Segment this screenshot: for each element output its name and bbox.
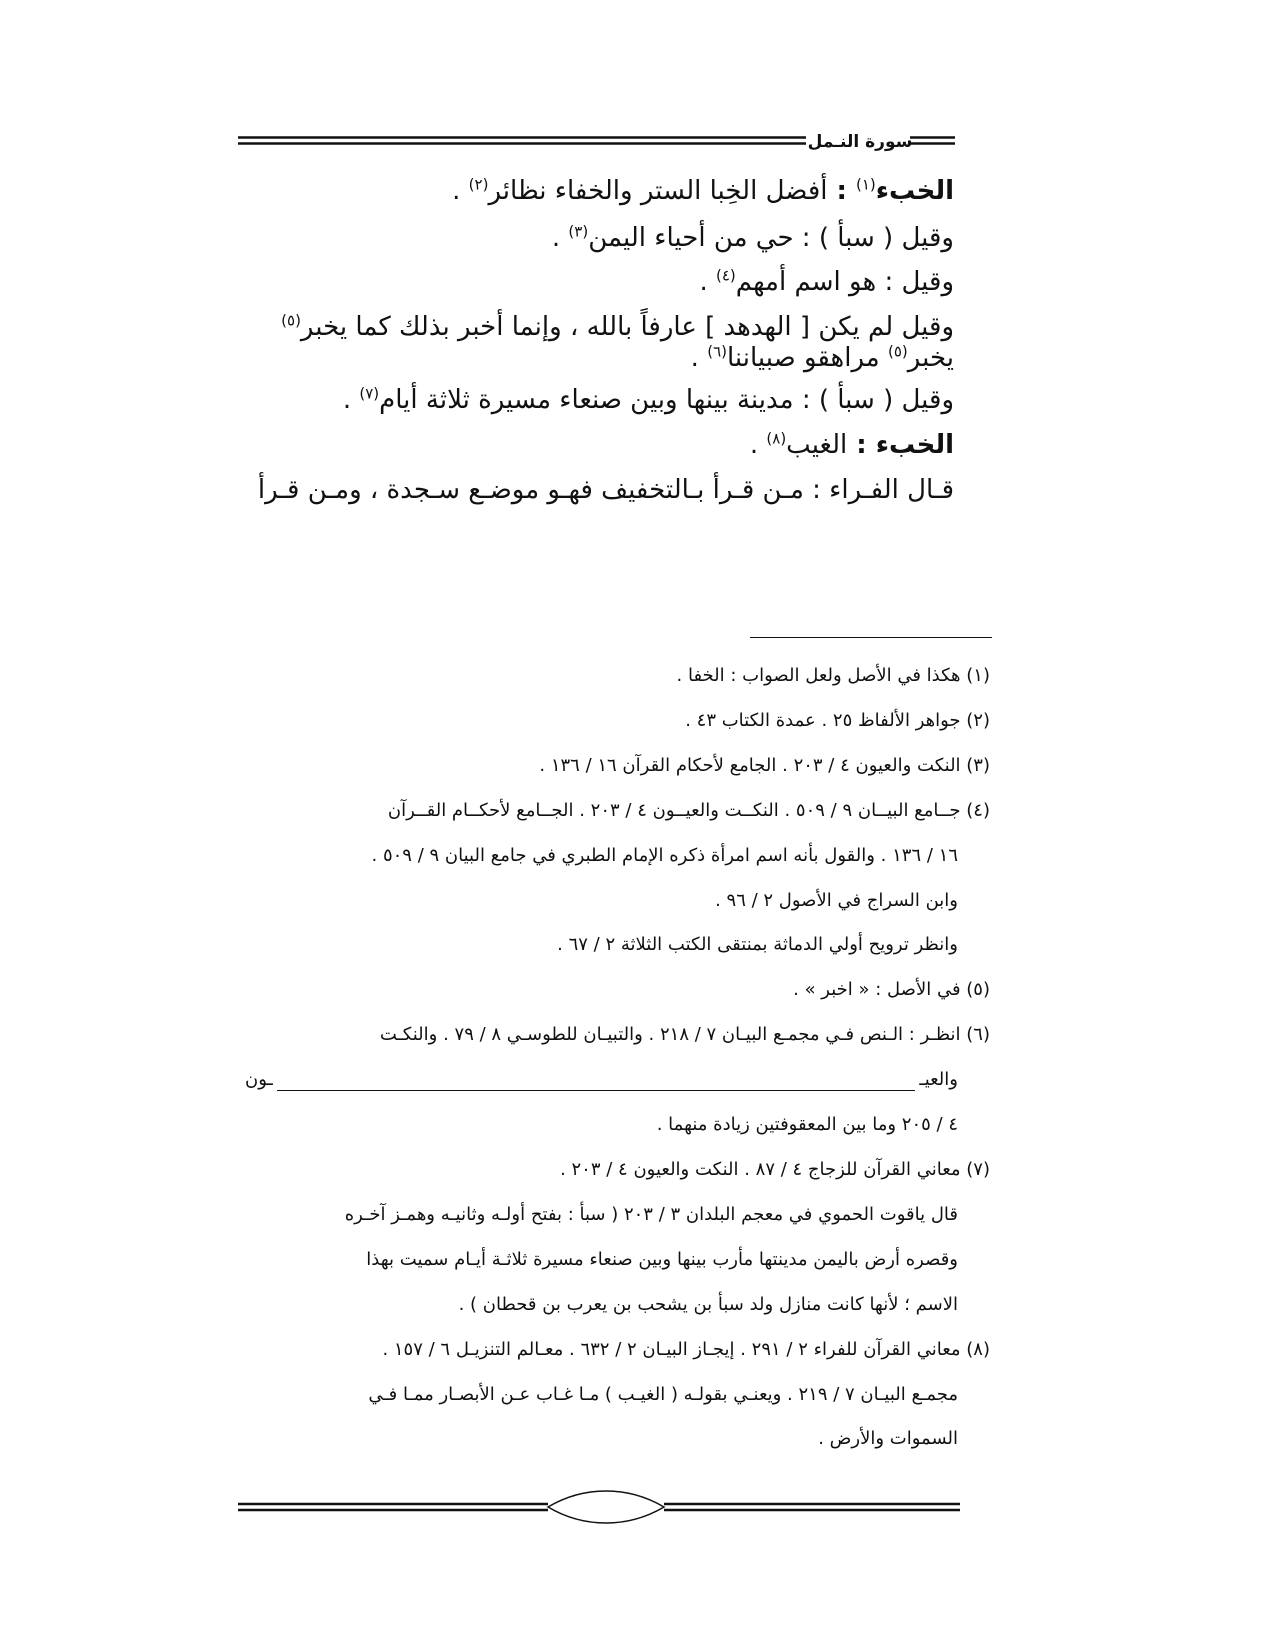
footnote-ref: (٥) <box>888 342 908 361</box>
paragraph-text: وقيل : هو اسم أمهم <box>735 267 954 298</box>
paragraph <box>245 267 990 298</box>
page-footer <box>0 1480 1275 1540</box>
footnote-continuation: وقصره أرض باليمن مدينتها مأرب بينها وبين صنعاء مسيرة ثلاثـة أيـام سميت بهذا <box>366 1248 958 1270</box>
footnote: (١) هكذا في الأصل ولعل الصواب : الخفا . <box>676 665 990 686</box>
footnote-continuation: ٤ / ٢٠٥ وما بين المعقوفتين زيادة منهما . <box>656 1114 958 1136</box>
paragraph-text: وقيل ( سبأ ) : حي من أحياء اليمن <box>588 222 954 253</box>
footnote-continuation: قال ياقوت الحموي في معجم البلدان ٣ / ٢٠٣ ( سبأ : بفتح أولـه وثانيـه وهمـز آخـره <box>344 1203 958 1225</box>
period: . <box>551 222 569 253</box>
footnote-continuation: ١٦ / ١٣٦ . والقول بأنه اسم امرأة ذكره الإمام الطبري في جامع البيان ٩ / ٥٠٩ . <box>371 844 958 866</box>
colon: : <box>847 430 876 461</box>
paragraph-text: الغيب <box>786 430 848 461</box>
footnote: (٨) معاني القرآن للفراء ٢ / ٢٩١ . إيجـاز البيـان ٢ / ٦٣٢ . معـالم التنزيـل ٦ / ١٥٧ . <box>382 1338 990 1360</box>
footnote-continuation: مجمـع البيـان ٧ / ٢١٩ . ويعنـي بقولـه ( الغيـب ) مـا غـاب عـن الأبصـار ممـا فـي <box>368 1383 958 1405</box>
footnote-ref: (٥) <box>281 311 301 330</box>
paragraph <box>245 385 990 416</box>
kashida-line <box>277 1090 916 1091</box>
paragraph-text: أفضل الخِبا الستر والخفاء نظائر <box>488 176 828 206</box>
paragraph-text: يخبر <box>907 342 954 373</box>
header-rule <box>0 0 1275 170</box>
footer-rule <box>0 1480 1275 1540</box>
paragraph <box>245 223 990 254</box>
surah-title: سورة النـمل <box>807 132 913 152</box>
footnote-continuation: وابن السراج في الأصول ٢ / ٩٦ . <box>715 889 958 911</box>
footnotes <box>245 654 990 1462</box>
footnote-continuation: وانظر ترويح أولي الدماثة بمنتقى الكتب الثلاثة ٢ / ٦٧ . <box>557 934 958 956</box>
paragraph <box>245 176 990 207</box>
footnote-continuation: السموات والأرض . <box>818 1428 958 1450</box>
period: . <box>452 176 469 206</box>
page-number-oval <box>548 1491 664 1523</box>
footnote: (٤) جــامع البيــان ٩ / ٥٠٩ . النكــت والعيــون ٤ / ٢٠٣ . الجــامع لأحكــام القــرآن <box>387 799 990 821</box>
footnote-text: والعيـ <box>919 1069 958 1091</box>
footnote-ref: (١) <box>855 175 876 194</box>
period: . <box>690 342 708 373</box>
paragraph-text: وقيل ( سبأ ) : مدينة بينها وبين صنعاء مسيرة ثلاثة أيام <box>379 385 954 416</box>
paragraph <box>245 475 990 506</box>
footnote-ref: (٤) <box>715 266 736 285</box>
footnote-separator <box>750 637 992 638</box>
footnote: (٥) في الأصل : « اخبر » . <box>793 979 990 1001</box>
period: . <box>749 430 767 461</box>
footnote: (٣) النكت والعيون ٤ / ٢٠٣ . الجامع لأحكام القرآن ١٦ / ١٣٦ . <box>539 754 990 776</box>
paragraph-text: وقيل لم يكن [ الهدهد ] عارفاً بالله ، وإنما أخبر بذلك كما يخبر <box>300 312 954 343</box>
footnote: (٧) معاني القرآن للزجاج ٤ / ٨٧ . النكت والعيون ٤ / ٢٠٣ . <box>560 1158 990 1180</box>
paragraph-text: قـال الفـراء : مـن قـرأ بـالتخفيف فهـو موضـع سـجدة ، ومـن قـرأ <box>257 474 954 505</box>
main-text <box>245 176 990 505</box>
period: . <box>699 267 716 298</box>
period: . <box>342 385 360 416</box>
footnote-ref: (٦) <box>707 342 727 361</box>
paragraph <box>245 430 990 461</box>
footnote-continuation: الاسم ؛ لأنها كانت منازل ولد سبأ بن يشحب بن يعرب بن قحطان ) . <box>458 1293 958 1315</box>
footnote: (٢) جواهر الألفاظ ٢٥ . عمدة الكتاب ٤٣ . <box>685 709 990 731</box>
term: الخبء <box>875 430 954 461</box>
footnote-text: ـون <box>245 1069 273 1091</box>
term: الخبء <box>875 176 954 206</box>
footnote-ref: (٧) <box>359 384 380 403</box>
paragraph <box>245 312 990 373</box>
footnote-ref: (٨) <box>766 429 787 448</box>
footnote-ref: (٣) <box>568 222 589 241</box>
footnote: (٦) انظـر : الـنص فـي مجمـع البيـان ٧ / ٢١٨ . والتبيـان للطوسـي ٨ / ٧٩ . والنكـت <box>379 1024 990 1046</box>
colon: : <box>827 176 856 206</box>
page-header <box>0 0 1275 170</box>
footnote-continuation <box>245 1058 990 1103</box>
footnote-ref: (٢) <box>468 175 489 194</box>
paragraph-text: مراهقو صبياننا <box>726 342 888 373</box>
